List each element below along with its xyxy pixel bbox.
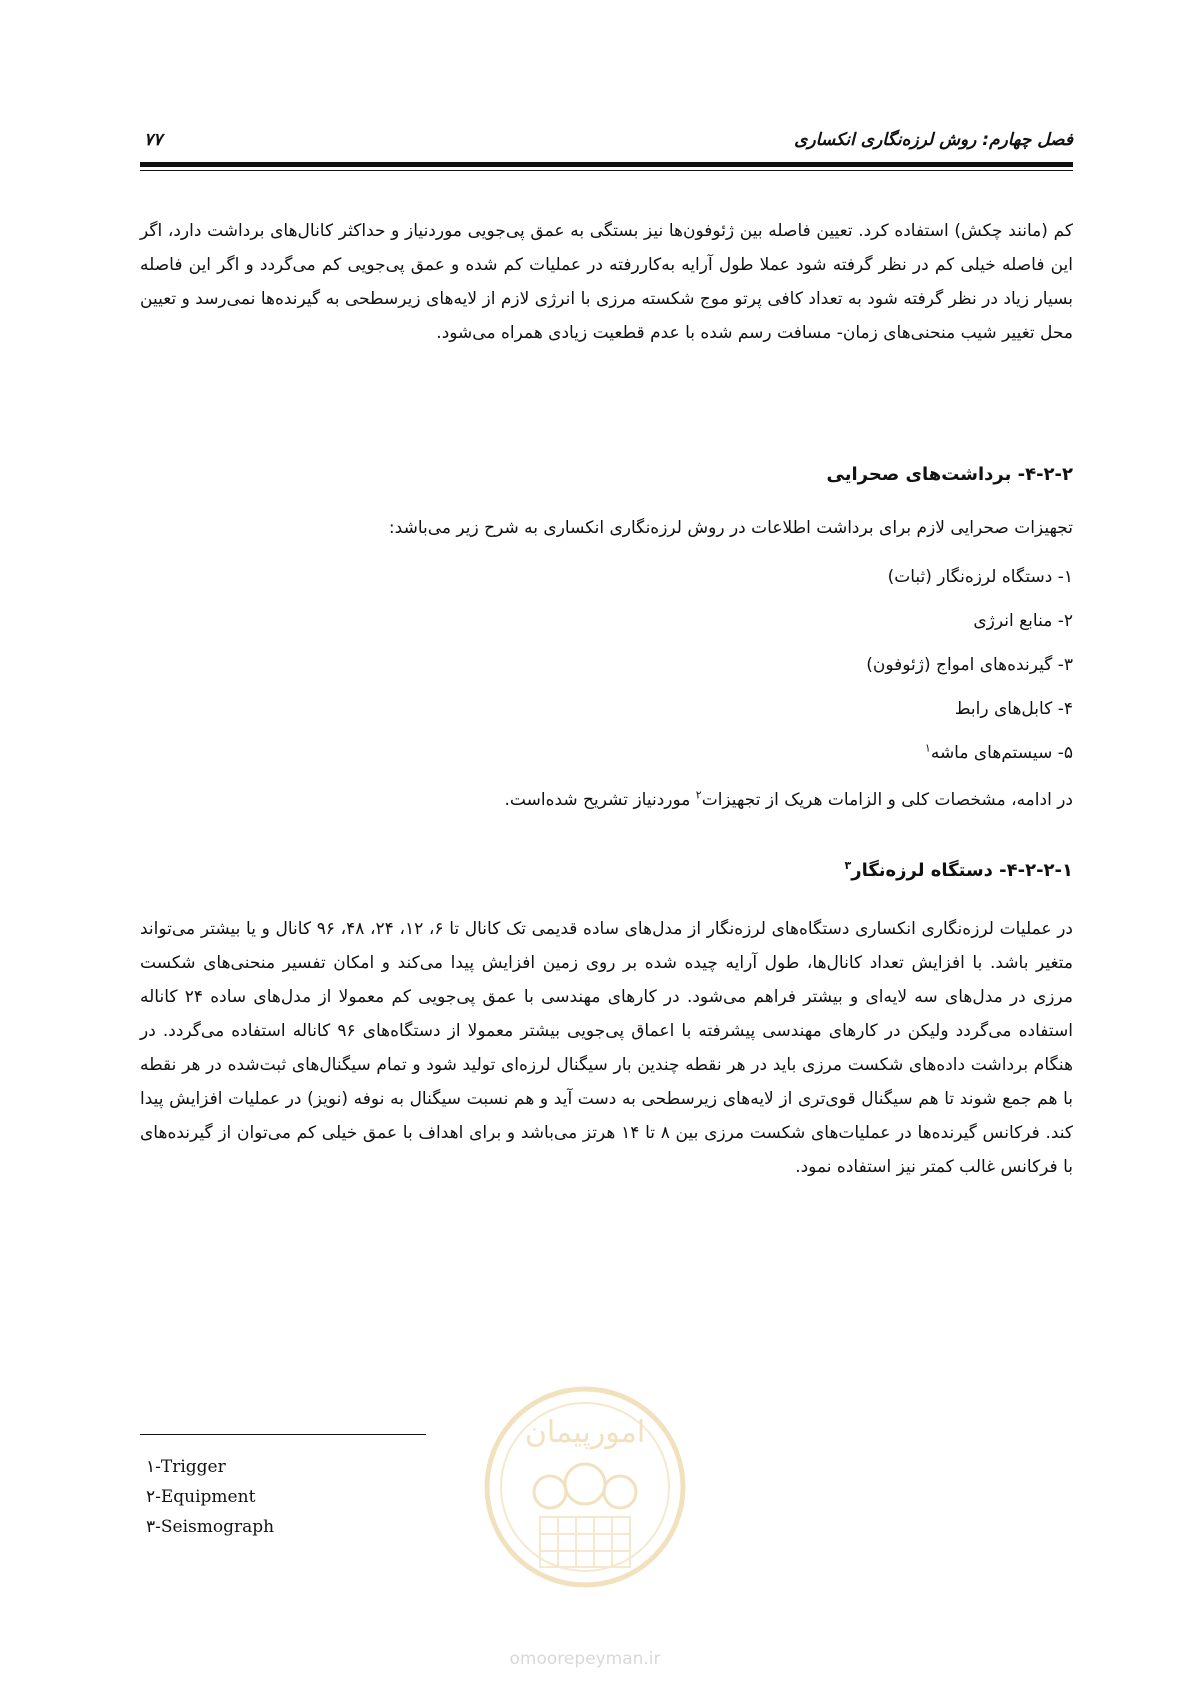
section-heading: ۴-۲-۲- برداشت‌های صحرایی <box>826 464 1073 485</box>
list-item-text: ۵- سیستم‌های ماشه <box>930 743 1073 763</box>
paragraph-1: کم (مانند چکش) استفاده کرد. تعیین فاصله بین ژئوفون‌ها نیز بستگی به عمق پی‌جویی موردنیاز و حداکثر کانال‌های برداشت دارد، اگر این فاصله خیلی کم در نظر گرفته شود عملا طول آرایه به‌کاررفته در عملیات کم شده و عمق پی‌جویی کم می‌گردد و اگر این فاصله بسیار زیاد در نظر گرفته شود به تعداد کافی پرتو موج شکسته مرزی با انرژی لازم از لایه‌های زیرسطحی به گیرنده‌ها نمی‌رسد و تعیین محل تغییر شیب منحنی‌های زمان- مسافت رسم شده با عدم قطعیت زیادی همراه می‌شود. <box>140 221 1073 343</box>
chapter-title: فصل چهارم: روش لرزه‌نگاری انکساری <box>794 130 1073 150</box>
footnotes <box>146 1452 274 1542</box>
page-header <box>140 122 1073 162</box>
list-item: ۳- گیرنده‌های امواج (ژئوفون) <box>866 655 1073 675</box>
header-rule-thin <box>140 170 1073 171</box>
footnote-divider <box>140 1434 426 1435</box>
footnote-marker: ۲ <box>695 788 702 802</box>
page-number: ۷۷ <box>144 130 163 150</box>
footnote-marker: ۱ <box>924 741 931 755</box>
list-item <box>866 736 1073 780</box>
subsection-heading-text: ۴-۲-۲-۱- دستگاه لرزه‌نگار <box>851 860 1073 881</box>
list-item: ۴- کابل‌های رابط <box>954 699 1073 719</box>
closing-before: در ادامه، مشخصات کلی و الزامات هریک از تجهیزات <box>701 790 1073 810</box>
watermark-logo-lettering: امورپیمان <box>524 1415 646 1450</box>
gear-icon <box>565 1464 605 1504</box>
paragraph-2: در عملیات لرزه‌نگاری انکساری دستگاه‌های لرزه‌نگار از مدل‌های ساده قدیمی تک کانال تا ۶، ۱۲، ۲۴، ۴۸، ۹۶ کانال و یا بیشتر می‌تواند متغیر باشد. با افزایش تعداد کانال‌ها، طول آرایه چیده شده بر روی زمین افزایش پیدا می‌کند و امکان تفسیر منحنی‌های شکست مرزی در مدل‌های سه لایه‌ای و بیشتر فراهم می‌شود. در کارهای مهندسی با عمق پی‌جویی کم معمولا از مدل‌های ساده ۲۴ کاناله استفاده می‌گردد ولیکن در کارهای مهندسی پیشرفته با اعماق پی‌جویی بیشتر معمولا از دستگاه‌های ۹۶ کاناله استفاده می‌گردد. در هنگام برداشت داده‌های شکست مرزی باید در هر نقطه چندین بار سیگنال لرزه‌ای تولید شود و تمام سیگنال‌های ثبت‌شده در هر نقطه با هم جمع شوند تا هم سیگنال قوی‌تری از لایه‌های زیرسطحی به دست آید و هم نسبت سیگنال به نوفه (نویز) در عملیات افزایش پیدا کند. فرکانس گیرنده‌ها در عملیات‌های شکست مرزی بین ۸ تا ۱۴ هرتز می‌باشد و برای اهداف با عمق خیلی کم می‌توان از گیرنده‌های با فرکانس غالب کمتر نیز استفاده نمود. <box>140 919 1074 1177</box>
watermark-logo <box>480 1372 690 1672</box>
list-item: ۲- منابع انرژی <box>973 611 1073 631</box>
footnote-marker: ۳ <box>844 859 852 872</box>
list-item: ۱- دستگاه لرزه‌نگار (ثبات) <box>887 567 1073 587</box>
footnote: ۲-Equipment <box>146 1487 256 1507</box>
equipment-list <box>866 560 1073 780</box>
header-rule-thick <box>140 162 1073 167</box>
closing-after: موردنیاز تشریح شده‌است. <box>504 790 696 810</box>
gear-icon <box>604 1476 636 1508</box>
grid-icon <box>540 1517 630 1567</box>
closing-sentence <box>505 790 1073 810</box>
footnote: ۱-Trigger <box>146 1457 226 1477</box>
gear-icon <box>534 1476 566 1508</box>
watermark-url: omoorepeyman.ir <box>509 1649 661 1669</box>
footnote: ۳-Seismograph <box>146 1517 275 1537</box>
subsection-heading <box>844 860 1073 881</box>
equipment-intro: تجهیزات صحرایی لازم برای برداشت اطلاعات در روش لرزه‌نگاری انکساری به شرح زیر می‌باشد: <box>388 518 1073 538</box>
